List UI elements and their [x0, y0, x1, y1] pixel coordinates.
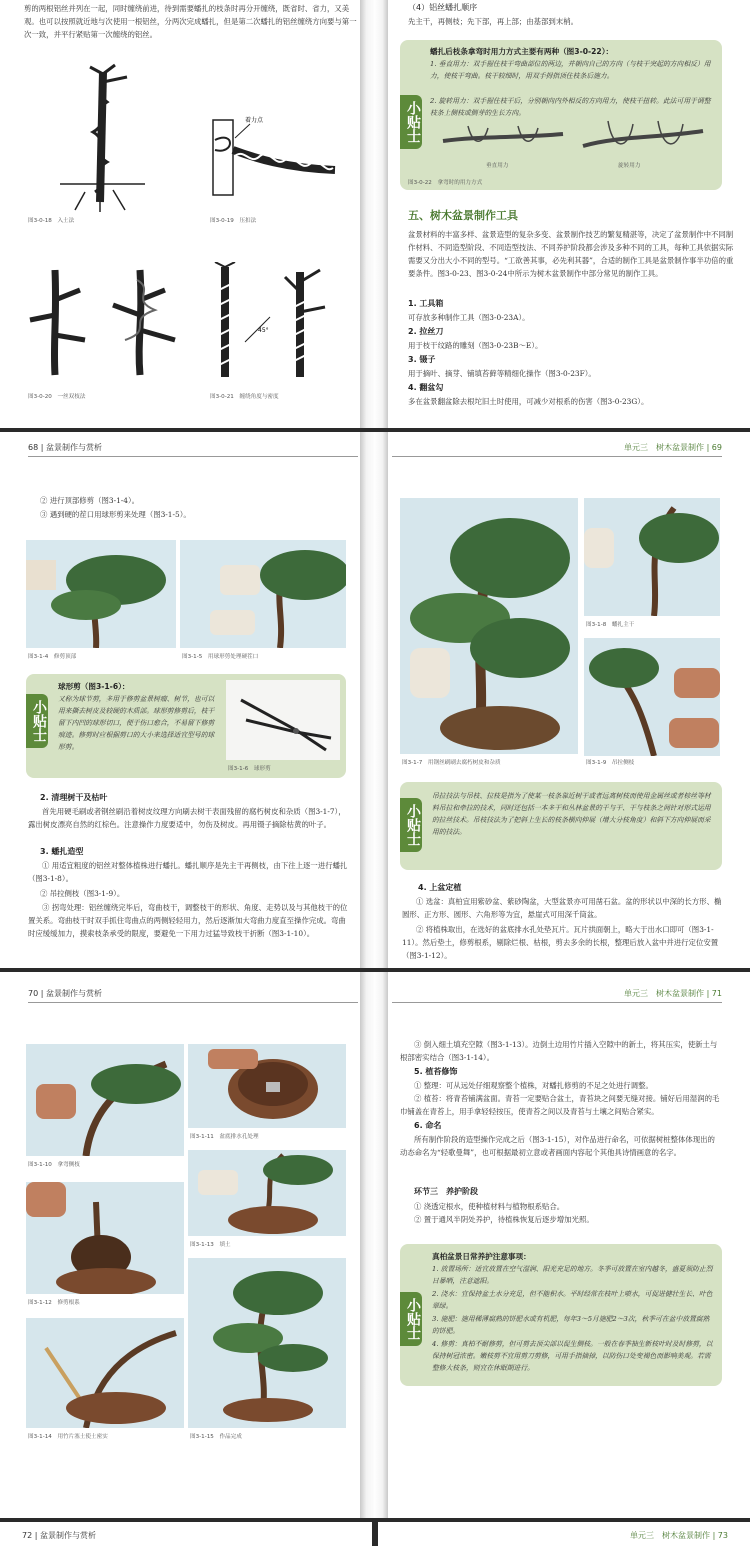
- photo-fig-3-1-12: [26, 1182, 184, 1294]
- tip-care-3: 3. 施肥：施用稀薄腐熟的饼肥水或有机肥，每年3～5月施肥2～3次，秋季可在盆中放置腐熟的饼肥。: [432, 1315, 710, 1335]
- stage3-title: 环节三 养护阶段: [414, 1187, 478, 1196]
- photo-fig-3-1-11: [188, 1044, 346, 1128]
- tip-para-rotate: 2. 旋转用力：双手握住枝干后，分别朝向内外相反的方向用力，使枝干扭转。此法可用于调整枝条上侧枝或侧芽的生长方向。: [430, 97, 711, 117]
- photo-fig-3-1-9: [584, 638, 720, 756]
- caption-fig-3-0-18: 图3-0-18 入土法: [28, 218, 75, 224]
- tool-2-text: 用于枝干纹路的雕刻（图3-0-23B～E）。: [408, 341, 543, 350]
- caption-fig-3-1-5: 图3-1-5 用球形剪处理硬茬口: [182, 654, 259, 660]
- spread3-right-page: [378, 972, 750, 1518]
- step6-title: 6. 命名: [414, 1121, 442, 1130]
- tip-badge: 小贴士: [400, 1292, 422, 1346]
- caption-fig-3-1-9: 图3-1-9 吊拉侧枝: [586, 760, 635, 766]
- tool-3-title: 3. 镊子: [408, 355, 436, 364]
- drawing-press-buckle: [205, 110, 345, 200]
- caption-fig-3-0-19: 图3-0-19 压扣法: [210, 218, 257, 224]
- photo-fig-3-1-5: [180, 540, 346, 648]
- wiring-order-text: 先主干，再侧枝；先下部，再上部；由基部到末梢。: [408, 17, 578, 26]
- drawing-one-wire-two-branches: [25, 260, 185, 380]
- page-header-69: 单元三 树木盆景制作 | 69: [624, 443, 722, 452]
- header-rule: [28, 1002, 358, 1003]
- drawing-hands-bending: [438, 116, 708, 158]
- photo-fig-3-1-7: [400, 498, 578, 754]
- tool-4-title: 4. 翻盆勾: [408, 383, 444, 392]
- photo-fig-3-1-14: [26, 1318, 184, 1428]
- tip-badge: 小贴士: [400, 798, 422, 852]
- tool-3-text: 用于摘叶、摘芽、铺填苔藓等精细化操作（图3-0-23F）。: [408, 369, 596, 378]
- step3-pour-soil: ③ 倒入细土填充空隙（图3-1-13）。边倒土边用竹片插入空隙中的新土，将其压实，使新土与根部密实结合（图3-1-14）。: [400, 1040, 718, 1062]
- label-force-point: 着力点: [245, 117, 264, 124]
- step4-item-2: ② 将植株取出，在选好的盆底排水孔处垫瓦片。瓦片拱面朝上，略大于出水口即可（图3-1-11）。然后垫土，修剪根系，剔除烂根、枯根，剪去多余的长根，整理后放入盆中并进行定位安置（图3-1-12）。: [402, 925, 719, 960]
- tip-badge: 小贴士: [400, 95, 422, 149]
- step3-item-1: ① 用适宜粗度的铝丝对整体植株进行蟠扎。蟠扎顺序是先主干再侧枝，由下往上逐一进行蟠扎（图3-1-8）。: [28, 861, 348, 883]
- spine-shadow: [374, 0, 388, 428]
- spread2-right-page: [378, 432, 750, 968]
- next-spread-left-strip: [0, 1522, 372, 1546]
- caption-fig-3-0-21: 图3-0-21 缠绕角度与密度: [210, 394, 279, 400]
- tip-text-pulling: 吊拉技法与吊枝、拉枝是指为了使某一枝条靠近树干或者远离树枝而使用金属丝或者棕丝等材料吊拉和牵拉的技术，同时还包括一本多干和丛林盆景的干与干、干与枝条之间针对形式运用的拉丝技术。吊枝技法为了把斜上生长的枝条横向伸展（增大分枝角度）和斜下方向伸展而采用的技法。: [432, 792, 711, 836]
- step2-title: 2. 清理树干及枯叶: [40, 793, 108, 802]
- caption-fig-3-1-14: 图3-1-14 用竹片塞土使土密实: [28, 1434, 108, 1440]
- page-header-73: 单元三 树木盆景制作 | 73: [630, 1531, 728, 1540]
- page-header-72: 72 | 盆景制作与赏析: [22, 1531, 96, 1540]
- tip-title-juniper-care: 真柏盆景日常养护注意事项：: [432, 1252, 531, 1261]
- tip-title-ball-cutter: 球形剪（图3-1-6）：: [58, 682, 130, 691]
- stage3-item-1: ① 浇透定根水，使种植材料与植物根系贴合。: [414, 1202, 565, 1211]
- header-rule: [28, 456, 358, 457]
- spine-shadow: [374, 432, 388, 968]
- label-45-degree: 45°: [258, 327, 269, 334]
- tip-label-vertical: 垂直用力: [486, 163, 509, 169]
- step5-item-1: ① 整理：可从远处仔细观察整个植株，对蟠扎修剪的不足之处进行调整。: [414, 1081, 653, 1090]
- tip-title: 蟠扎后枝条拿弯时用力方式主要有两种（图3-0-22）：: [430, 47, 614, 56]
- caption-fig-3-1-4: 图3-1-4 修剪顶部: [28, 654, 77, 660]
- tip-care-2: 2. 浇水：宜保持盆土水分充足，但不能积水。平时经常在枝叶上喷水，可促进健壮生长、叶色翠绿。: [432, 1290, 713, 1310]
- tip-badge: 小贴士: [26, 694, 48, 748]
- drawing-wiring-into-soil: [55, 62, 150, 212]
- tip-care-1: 1. 放置场所：适宜放置在空气湿润、阳光充足的地方。冬季可放置在室内越冬，盛夏须防止烈日暴晒，注意遮阳。: [432, 1265, 713, 1285]
- step5-item-2: ② 植苔：将青苔铺满盆面。青苔一定要贴合盆土，青苔块之间要无缝对接。铺好后用湿润的毛巾铺盖在青苔上，用手拿轻轻按压，使青苔之间以及青苔与土壤之间贴合紧实。: [400, 1094, 720, 1116]
- page-header-68: 68 | 盆景制作与赏析: [28, 443, 102, 452]
- caption-fig-3-1-15: 图3-1-15 作品完成: [190, 1434, 242, 1440]
- step3-title: 3. 蟠扎造型: [40, 847, 84, 856]
- caption-fig-3-1-13: 图3-1-13 填土: [190, 1242, 231, 1248]
- step4-title: 4. 上盆定植: [418, 883, 462, 892]
- section-para-tools: 盆景材料的丰富多样、盆景造型的复杂多变、盆景制作技艺的繁复精湛等，决定了盆景制作中不同制作材料、不同造型阶段、不同造型技法、不同养护阶段都会涉及多种不同的工具，每种工具依据实际需要又分出大小不同的型号。“工欲善其事，必先利其器”，合适的制作工具是盆景制作事半功倍的重要条件。图3-0-23、图3-0-24中所示为树木盆景制作中部分常见的制作工具。: [408, 230, 734, 278]
- caption-fig-3-1-12: 图3-1-12 修剪根系: [28, 1300, 80, 1306]
- spine-shadow: [374, 972, 388, 1518]
- photo-fig-3-1-13: [188, 1150, 346, 1236]
- step-2: ② 进行顶部修剪（图3-1-4）。: [40, 496, 140, 505]
- step6-text: 所有制作阶段的造型操作完成之后（图3-1-15），对作品进行命名，可依据树桩整体体现出的动态命名为“轻歌曼舞”，也可根据最初立意或者画面内容起个其他具诗情画意的名字。: [400, 1135, 715, 1157]
- step-3: ③ 遇到硬的茬口用球形剪来处理（图3-1-5）。: [40, 510, 191, 519]
- photo-fig-3-1-8: [584, 498, 720, 616]
- tip-para-vertical: 1. 垂直用力：双手握住枝干弯曲部位的两边，并朝向自己的方向（与枝干突起的方向相反）用力，使枝干弯曲。枝干较细时，用双手拇指顶住枝条后施力。: [430, 60, 711, 80]
- wiring-order-title: （4）铝丝蟠扎顺序: [408, 3, 478, 12]
- step2-text: 首先用硬毛刷或者钢丝刷沿着树皮纹理方向刷去树干表面残留的腐朽树皮和杂质（图3-1-7），露出树皮漂亮自然的红棕色。注意操作力度要适中，勿伤及树皮。再用镊子摘除枯黄的叶子。: [28, 807, 346, 829]
- drawing-wire-angle-density: [200, 262, 340, 380]
- photo-fig-3-1-10: [26, 1044, 184, 1156]
- header-rule: [392, 456, 722, 457]
- spread1-left-page: [0, 0, 372, 428]
- caption-fig-3-1-7: 图3-1-7 用钢丝刷刷去腐朽树皮和杂质: [402, 760, 501, 766]
- tool-2-title: 2. 拉丝刀: [408, 327, 444, 336]
- step5-title: 5. 植苔修饰: [414, 1067, 458, 1076]
- step3-item-3: ③ 拐弯处理：铝丝缠绕完毕后，弯曲枝干，调整枝干的形状、角度、走势以及与其他枝干的位置关系。弯曲枝干时双手抓住弯曲点的两侧轻轻用力，然后逐渐加大弯曲力度直至操作完成。弯曲时应缓缓加力，摸索枝条承受的限度，要避免一下用力过猛导致枝干折断（图3-1-10）。: [28, 903, 348, 938]
- caption-fig-3-1-8: 图3-1-8 蟠扎主干: [586, 622, 635, 628]
- caption-fig-3-0-20: 图3-0-20 一丝双枝法: [28, 394, 86, 400]
- caption-fig-3-1-6: 图3-1-6 球形剪: [228, 766, 271, 772]
- header-rule: [392, 1002, 722, 1003]
- next-spread-right-strip: [378, 1522, 750, 1546]
- page-header-70: 70 | 盆景制作与赏析: [28, 989, 102, 998]
- photo-fig-3-1-6: [226, 680, 340, 760]
- caption-fig-3-1-11: 图3-1-11 盆底排水孔处理: [190, 1134, 259, 1140]
- tip-text-ball-cutter: 又称为球节剪，多用于修剪盆景树瘤、树节，也可以用来撕去树皮及较硬的木质部。球形剪修剪后，枝干留下内凹的球形切口，便于伤口愈合，不易留下修剪痕迹。修剪时应根据剪口的大小来选择适宜型号的球形剪。: [58, 695, 215, 751]
- step3-item-2: ② 吊拉侧枝（图3-1-9）。: [40, 889, 125, 898]
- spread1-right-page: [378, 0, 750, 428]
- spread2-left-page: [0, 432, 372, 968]
- page-header-71: 单元三 树木盆景制作 | 71: [624, 989, 722, 998]
- tool-4-text: 多在盆景翻盆除去根坨旧土时使用，可减少对根系的伤害（图3-0-23G）。: [408, 397, 649, 406]
- section-title-tools: 五、树木盆景制作工具: [408, 209, 518, 222]
- photo-fig-3-1-15: [188, 1258, 346, 1428]
- stage3-item-2: ② 置于通风半阴处养护，待植株恢复后逐步增加光照。: [414, 1215, 594, 1224]
- tip-care-4: 4. 修剪：真柏不耐修剪，但可剪去顶尖部以促生侧枝。一般在春季抽生新枝叶时及时修剪，以保持树冠浓密。嫩枝剪不宜用剪刀剪修，可用手指摘掉，以防伤口处变褐色而影响美观。若需整修大枝条，则宜在休眠期进行。: [432, 1340, 713, 1372]
- step4-item-1: ① 选盆：真柏宜用紫砂盆、紫砂陶盆，大型盆景亦可用凿石盆。盆的形状以中深的长方形、椭圆形、正方形、圆形、六角形等为宜，悬崖式可用深千筒盆。: [402, 897, 722, 919]
- tool-1-text: 可存放多种制作工具（图3-0-23A）。: [408, 313, 530, 322]
- caption-fig-3-1-10: 图3-1-10 拿弯侧枝: [28, 1162, 80, 1168]
- spread1-intro: 剪的两根铝丝并列在一起，同时缠绕前进，待到需要蟠扎的枝条时再分开缠绕，既省时、省力，又美观。也可以按照就近地与次使用一根铝丝，分两次完成蟠扎，但是第二次蟠扎的铝丝缠绕方向要与第一次一致，并平行紧贴第一次缠绕的铝丝。: [24, 4, 357, 39]
- spread3-left-page: [0, 972, 372, 1518]
- caption-fig-3-0-22: 图3-0-22 拿弯时的用力方式: [408, 180, 483, 186]
- tip-label-rotate: 旋转用力: [618, 163, 641, 169]
- photo-fig-3-1-4: [26, 540, 176, 648]
- tool-1-title: 1. 工具箱: [408, 299, 444, 308]
